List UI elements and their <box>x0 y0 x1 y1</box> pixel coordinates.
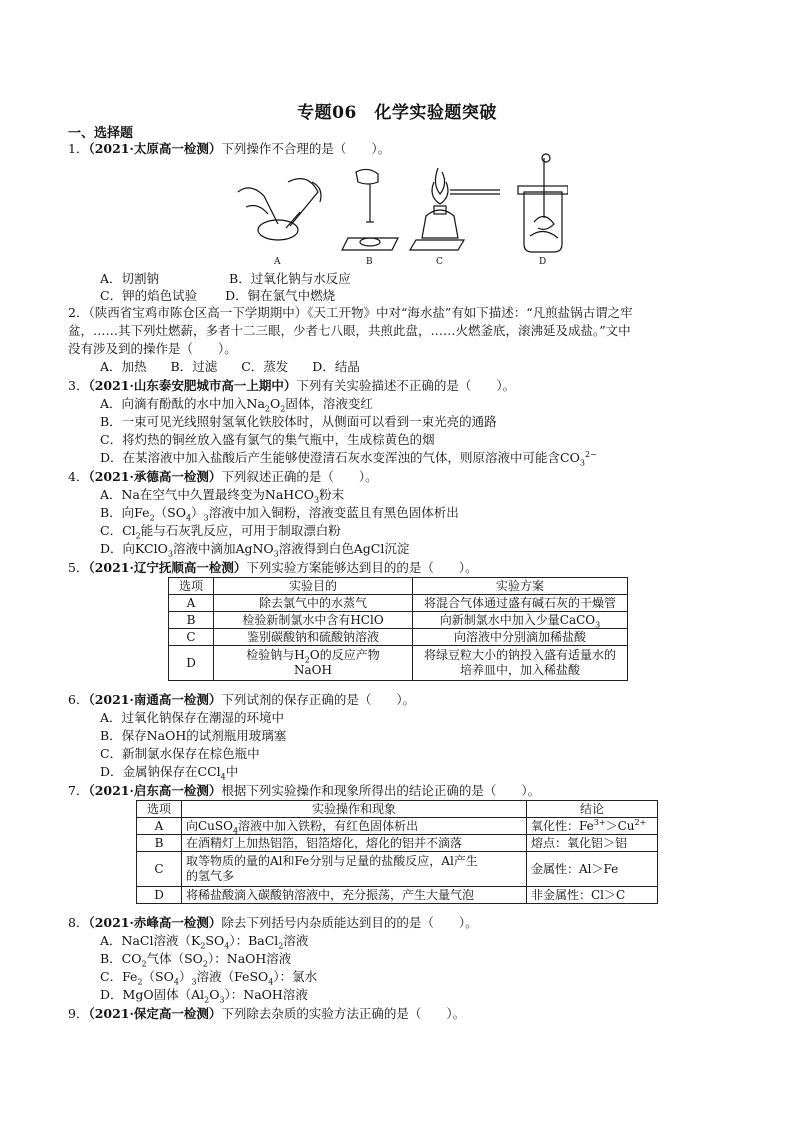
q6-option-c: C．新制氯水保存在棕色瓶中 <box>100 746 260 761</box>
q7-table <box>136 800 658 904</box>
source: （2021·承德高一检测） <box>88 469 222 484</box>
q3-option-a: A．向滴有酚酞的水中加入$Na_2O_2$固体，溶液变红 <box>100 396 373 414</box>
option-d: D．铜在氯气中燃烧 <box>225 288 336 303</box>
q1-options-row1 <box>100 270 351 287</box>
q6-option-a: A．过氧化钠保存在潮湿的环境中 <box>100 710 285 725</box>
question-9: 9．（2021·保定高一检测）下列除去杂质的实验方法正确的是（ ）。 <box>68 1006 466 1021</box>
question-2-line2: 盆，……其下列灶燃薪，多者十二三眼，少者七八眼，共煎此盘，……火燃釜底，滚沸延及成盐。”文中 <box>68 323 631 338</box>
question-4: 4．（2021·承德高一检测）下列叙述正确的是（ ）。 <box>68 469 378 484</box>
figure-label-b: B <box>366 257 373 267</box>
q6-option-b: B．保存NaOH的试剂瓶用玻璃塞 <box>100 728 287 743</box>
option-a: A．切割钠 <box>100 271 160 286</box>
q8-option-c: C．$Fe_2(SO_4)_3$溶液（FeSO$_4$）：氯水 <box>100 969 318 987</box>
q1-options-row2 <box>100 287 335 304</box>
figure-c-flame-test <box>410 168 500 267</box>
figure-label-c: C <box>436 257 443 267</box>
question-2: 2．（陕西省宝鸡市陈仓区高一下学期期中）《天工开物》中对“海水盐”有如下描述：“凡煎盐锅古谓之牢 <box>68 305 633 320</box>
question-6: 6．（2021·南通高一检测）下列试剂的保存正确的是（ ）。 <box>68 692 416 707</box>
option-c: C．钾的焰色试验 <box>100 288 198 303</box>
table-header-row: 选项 实验操作和现象 结论 <box>137 801 658 818</box>
q8-option-d: D．MgO固体$(Al_2O_3)$：NaOH溶液 <box>100 987 308 1005</box>
question-1: 1．（2021·太原高一检测）下列操作不合理的是（ ）。 <box>68 141 391 156</box>
table-row: B 检验新制氯水中含有HClO 向新制氯水中加入少量CaCO$_3$ <box>169 612 628 629</box>
source: （2021·启东高一检测） <box>88 783 222 798</box>
source: （2021·保定高一检测） <box>88 1006 222 1021</box>
q4-option-b: B．向$Fe_2(SO_4)_3$溶液中加入铜粉，溶液变蓝且有黑色固体析出 <box>100 505 459 523</box>
q8-option-a: A．NaCl溶液$(K_2SO_4)$：BaCl$_2$溶液 <box>100 933 309 951</box>
table-header-row: 选项 实验目的 实验方案 <box>169 578 628 595</box>
q4-option-d: D．向KClO$_3$溶液中滴加AgNO$_3$溶液得到白色AgCl沉淀 <box>100 541 410 559</box>
question-7: 7．（2021·启东高一检测）根据下列实验操作和现象所得出的结论正确的是（ ）。 <box>68 783 541 798</box>
option-b: B．过滤 <box>170 359 218 374</box>
source: （2021·太原高一检测） <box>88 141 222 156</box>
question-5: 5．（2021·辽宁抚顺高一检测）下列实验方案能够达到目的的是（ ）。 <box>68 560 478 575</box>
section-heading: 一、选择题 <box>68 126 134 141</box>
q2-options <box>100 358 360 375</box>
q8-option-b: B．$CO_2$气体$(SO_2)$：NaOH溶液 <box>100 951 292 969</box>
table-row: A 向CuSO$_4$溶液中加入铁粉，有红色固体析出 氧化性：$Fe^{3+}>Cu^{2+}$ <box>137 818 658 835</box>
option-d: D．结晶 <box>312 359 360 374</box>
apparatus-figures <box>228 152 568 270</box>
table-row: A 除去氯气中的水蒸气 将混合气体通过盛有碱石灰的干燥管 <box>169 595 628 612</box>
question-2-line3: 没有涉及到的操作是（ ）。 <box>68 341 237 356</box>
question-3: 3．（2021·山东泰安肥城市高一上期中）下列有关实验描述不正确的是（ ）。 <box>68 378 516 393</box>
source: （2021·赤峰高一检测） <box>88 915 222 930</box>
figure-label-a: A <box>274 257 281 267</box>
q3-option-c: C．将灼热的铜丝放入盛有氯气的集气瓶中，生成棕黄色的烟 <box>100 432 435 447</box>
q3-option-b: B．一束可见光线照射氢氧化铁胶体时，从侧面可以看到一束光亮的通路 <box>100 414 497 429</box>
q5-table <box>168 577 628 681</box>
figure-a-cutting-sodium <box>238 179 321 267</box>
source: （2021·南通高一检测） <box>88 692 222 707</box>
option-c: C．蒸发 <box>241 359 289 374</box>
table-row: D 将稀盐酸滴入碳酸钠溶液中，充分振荡，产生大量气泡 非金属性：Cl＞C <box>137 887 658 904</box>
table-row: C 鉴别碳酸钠和硫酸钠溶液 向溶液中分别滴加稀盐酸 <box>169 629 628 646</box>
option-a: A．加热 <box>100 359 147 374</box>
table-row: D 检验钠与$H_2O$的反应产物 NaOH 将绿豆粒大小的钠投入盛有适量水的 培养皿中，加入稀盐酸 <box>169 646 628 681</box>
q4-option-c: C．$Cl_2$能与石灰乳反应，可用于制取漂白粉 <box>100 523 341 541</box>
q6-option-d: D．金属钠保存在CCl$_4$中 <box>100 764 239 782</box>
question-8: 8．（2021·赤峰高一检测）除去下列括号内杂质能达到目的的是（ ）。 <box>68 915 478 930</box>
source: （2021·山东泰安肥城市高一上期中） <box>88 378 297 393</box>
figure-label-d: D <box>539 257 547 267</box>
option-b: B．过氧化钠与水反应 <box>229 271 351 286</box>
page-title: 专题06 化学实验题突破 <box>297 103 497 123</box>
q3-option-d: D．在某溶液中加入盐酸后产生能够使澄清石灰水变浑浊的气体，则原溶液中可能含$CO_3^{2-}$ <box>100 449 597 468</box>
figure-b-peroxide-water <box>342 169 398 267</box>
source: （2021·辽宁抚顺高一检测） <box>88 560 247 575</box>
table-row: C 取等物质的量的Al和Fe分别与足量的盐酸反应，Al产生 的氢气多 金属性：Al＞Fe <box>137 852 658 887</box>
figure-d-copper-chlorine <box>518 154 568 267</box>
table-row: B 在酒精灯上加热铝箔，铝箔熔化，熔化的铝并不滴落 熔点：氧化铝＞铝 <box>137 835 658 852</box>
q4-option-a: A．Na在空气中久置最终变为NaHCO$_3$粉末 <box>100 487 345 505</box>
